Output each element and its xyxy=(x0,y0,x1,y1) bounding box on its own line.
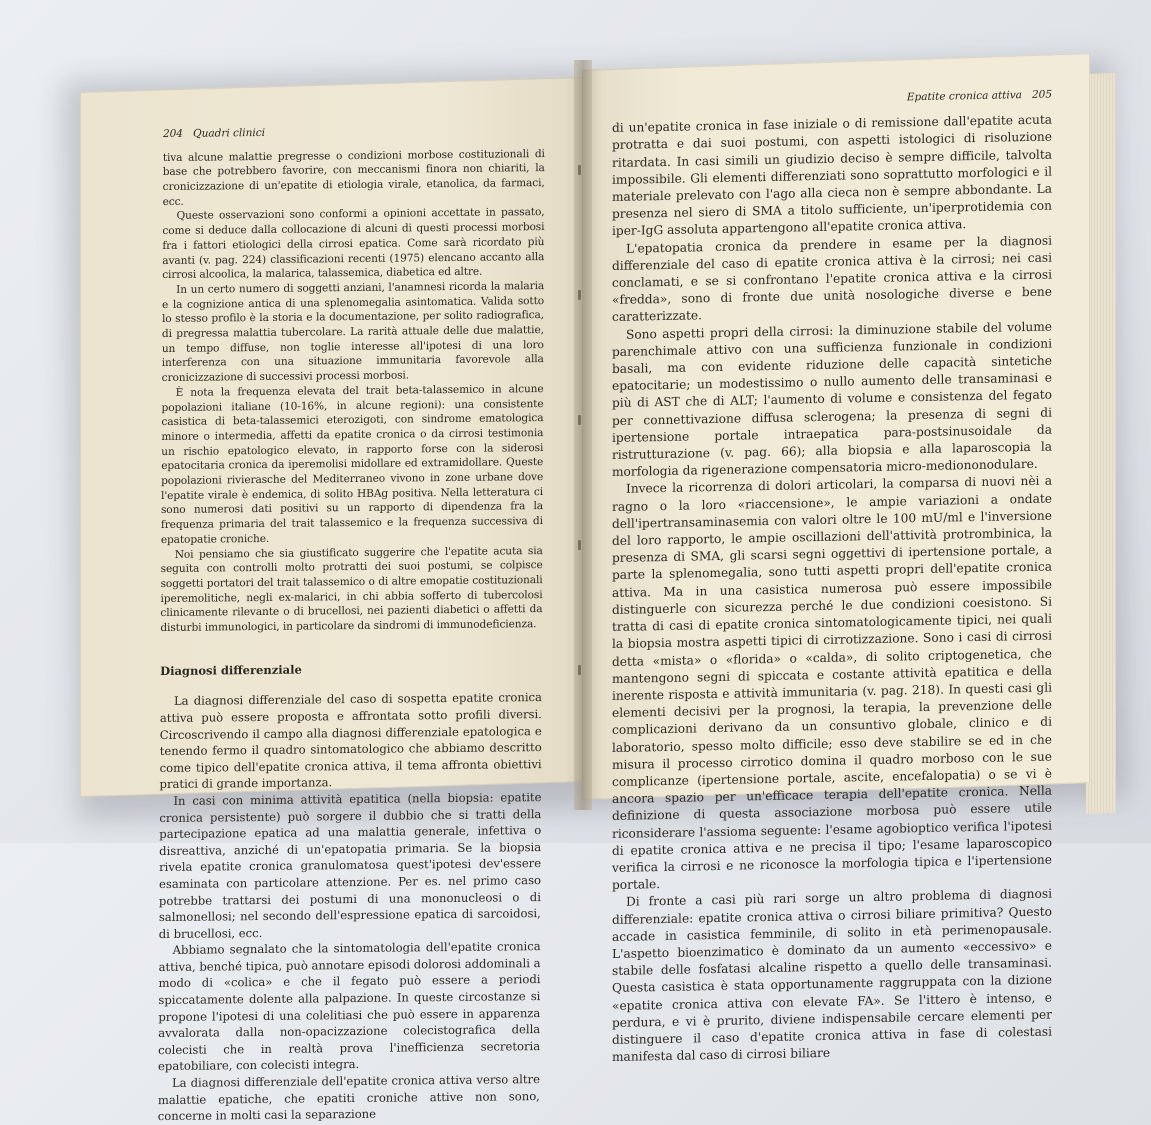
paragraph: di un'epatite cronica in fase iniziale o di remissione dall'epatite acuta protratta e dai suoi postumi, con aspetti istologici di risoluzione ritardata. In casi simili un giudizio deciso è sempre difficile, talvolta impossibile. Gli elementi differenziati sono soprattutto morfologici e il materiale prelevato con l'ago alla cieca non è sempre abbondante. La presenza nel siero di SMA a titolo sufficiente, un'iperprotidemia con iper-IgG assoluta appartengono all'epatite cronica attiva. xyxy=(612,112,1052,239)
small-paragraph: tiva alcune malattie pregresse o condizioni morbose costituzionali di base che potrebbero favorire, con meccanismi finora non chiariti, la cronicizzazione di un'epatite di etiologia virale, etanolica, da farmaci, ecc. xyxy=(162,147,545,208)
paragraph: La diagnosi differenziale del caso di sospetta epatite cronica attiva può essere proposta e affrontata sotto profili diversi. Circoscrivendo il campo alla diagnosi differenziale epatologica e tenendo fermo il quadro sintomatologico che abbiamo descritto come tipico dell'epatite cronica attiva, il tema affronta obiettivi pratici di grande importanza. xyxy=(159,690,543,792)
left-page-text xyxy=(158,122,545,1125)
left-running-head xyxy=(163,122,545,143)
paragraph: Invece la ricorrenza di dolori articolari, la comparsa di nuovi nèi a ragno o la loro «riaccensione», le ampie variazioni a ondate dell'ipertransaminasemia con valori oltre le 100 mU/ml e l'inversione del loro rapporto, le ampie oscillazioni dell'attività protrombinica, la presenza di SMA, gli scarsi segni oggettivi di ipertensione portale, a parte la splenomegalia, sono tutti aspetti propri dell'epatite cronica attiva. Ma in una casistica numerosa può essere impossibile distinguerle con sicurezza perché le due condizioni coesistono. Si tratta di casi di epatite cronica sintomatologicamente tipici, nei quali la biopsia mostra aspetti tipici di cirrotizzazione. Sono i casi di cirrosi detta «mista» o «florida» o «calda», di solito criptogenetica, che mantengono segni di spiccata e costante attività epatitica e della inerente risposta e attività immunitaria (v. pag. 218). In questi casi gli elementi decisivi per la prognosi, la terapia, la prevenzione delle complicazioni derivano da un consuntivo globale, clinico e di laboratorio, spesso molto difficile; esso deve stabilire se ed in che misura il processo cirrotico domina il quadro morboso con le sue complicanze (ipertensione portale, ascite, encefalopatia) o se vi è ancora spazio per un'efficace terapia dell'epatite cronica. Nella definizione di questa associazione morbosa può essere utile riconsiderare l'assioma seguente: l'esame agobioptico verifica l'ipotesi di epatite cronica attiva e ne precisa il tipo; l'esame laparoscopico verifica la cirrosi e ne riconosce la morfologia tipica e l'ipertensione portale. xyxy=(612,474,1052,893)
right-page-number: 205 xyxy=(1031,88,1052,101)
binding-stitch xyxy=(578,415,581,425)
paragraph: Abbiamo segnalato che la sintomatologia dell'epatite cronica attiva, benché tipica, può annotare episodi dolorosi addominali a modo di «colica» e che il fegato può essere a periodi spiccatamente dolente alla palpazione. In queste circostanze si propone l'ipotesi di una colelitiasi che può essere in apparenza avvalorata dalla non-opacizzazione colecistografica della colecisti che in realtà prova l'inefficienza secretoria epatobiliare, con colecisti integra. xyxy=(158,939,541,1074)
left-page-number: 204 xyxy=(162,127,184,141)
binding-stitch xyxy=(578,540,581,550)
paragraph: L'epatopatia cronica da prendere in esame per la diagnosi differenziale del caso di epatite cronica attiva è la cirrosi; nei casi conclamati, e se si confrontano l'epatite cronica attiva e la cirrosi «fredda», sono di fronte due unità nosologiche diverse e bene caratterizzate. xyxy=(612,233,1052,325)
binding-stitch xyxy=(578,665,581,675)
binding-stitch xyxy=(578,165,581,175)
small-paragraph: In un certo numero di soggetti anziani, l'anamnesi ricorda la malaria e la cognizione antica di una splenomegalia asintomatica. Valida sotto lo stesso profilo è la storia e la documentazione, per solito radiografica, di pregressa malattia tubercolare. La rarità attuale delle due malattie, un tempo diffuse, non toglie interesse all'ipotesi di una loro interferenza con una situazione immunitaria favorevole alla cronicizzazione di successivi processi morbosi. xyxy=(161,279,545,385)
small-paragraph: È nota la frequenza elevata del trait beta-talassemico in alcune popolazioni italiane (10-16%, in alcune regioni): una consistente casistica di beta-talassemici eterozigoti, con sindrome ematologica minore o intermedia, affetti da epatite cronica o da cirrosi testimonia un rischio epatologico elevato, in rapporto forse con la siderosi epatocitaria cronica da iperemolisi midollare ed extramidollare. Queste popolazioni rivierasche del Mediterraneo vivono in zone urbane dove l'epatite virale è endemica, di solito HBAg positiva. Nella letteratura ci sono numerosi dati positivi su un rapporto di dipendenza fra la frequenza primaria del trait talassemico e la frequenza successiva di epatopatie croniche. xyxy=(160,382,544,546)
paragraph: La diagnosi differenziale dell'epatite cronica attiva verso altre malattie epatiche, che epatiti croniche attive non sono, concerne in molti casi la separazione xyxy=(157,1072,541,1124)
left-running-title: Quadri clinici xyxy=(192,126,266,140)
paragraph: Sono aspetti propri della cirrosi: la diminuzione stabile del volume parenchimale attivo con una sufficienza funzionale in condizioni basali, ma con evidente riduzione delle capacità sintetiche epatocitarie; un modestissimo o nullo aumento delle transaminasi e più di AST che di ALT; l'aumento di volume e consistenza del fegato per connettivazione diffusa sclerogena; la presenza di segni di ipertensione portale intraepatica para-postsinusoidale da ristrutturazione (v. pag. 66); alla biopsia e alla laparoscopia la morfologia da rigenerazione compensatoria micro-mediononodulare. xyxy=(612,319,1052,480)
right-page-text xyxy=(612,87,1052,1067)
small-paragraph: Queste osservazioni sono conformi a opinioni accettate in passato, come si deduce dalla collocazione di alcuni di questi processi morbosi fra i fattori etiologici della cirrosi epatica. Come sarà ricordato più avanti (v. pag. 224) classificazioni recenti (1975) elencano accanto alla cirrosi alcoolica, la malarica, talassemica, diabetica ed altre. xyxy=(162,206,545,282)
small-paragraph: Noi pensiamo che sia giustificato suggerire che l'epatite acuta sia seguita con controlli molto protratti dei suoi postumi, se colpisce soggetti portatori del trait talassemico o di altre emopatie costituzionali iperemolitiche, negli ex-malarici, in chi abbia sofferto di tubercolosi clinicamente rilevante o di brucellosi, nei pazienti diabetici o affetti da disturbi immunologici, in particolare da sindromi di immunodeficienza. xyxy=(160,544,543,635)
binding-stitch xyxy=(578,290,581,300)
section-title: Diagnosi differenziale xyxy=(160,662,302,678)
paragraph: In casi con minima attività epatitica (nella biopsia: epatite cronica persistente) può sorgere il dubbio che si tratti della partecipazione epatica ad una malattia generale, infettiva o disreattiva, anziché di un'epatopatia primaria. Se la biopsia rivela epatite cronica granulomatosa quest'ipotesi dev'essere esaminata con particolare attenzione. Per es. nel primo caso potrebbe trattarsi dei postumi di una mononucleosi o di salmonellosi; nel secondo dell'espressione epatica di sarcoidosi, di brucellosi, ecc. xyxy=(158,789,542,941)
paragraph: Di fronte a casi più rari sorge un altro problema di diagnosi differenziale: epatite cronica attiva o cirrosi biliare primitiva? Questo accade in casistica femminile, di solito in età perimenopausale. L'aspetto bioenzimatico è dominato da un aumento «eccessivo» e stabile delle fosfatasi alcaline rispetto a quello delle transaminasi. Questa casistica è stata opportunamente raggruppata con la dizione «epatite cronica attiva con elevate FA». Se l'ittero è intenso, e perdura, e vi è prurito, diviene indispensabile cercare elementi per distinguere il caso d'epatite cronica attiva in fase di colestasi manifesta dal caso di cirrosi biliare xyxy=(612,886,1052,1065)
book-spine xyxy=(574,60,592,810)
right-running-title: Epatite cronica attiva xyxy=(906,89,1022,104)
page-edges xyxy=(1086,73,1116,814)
